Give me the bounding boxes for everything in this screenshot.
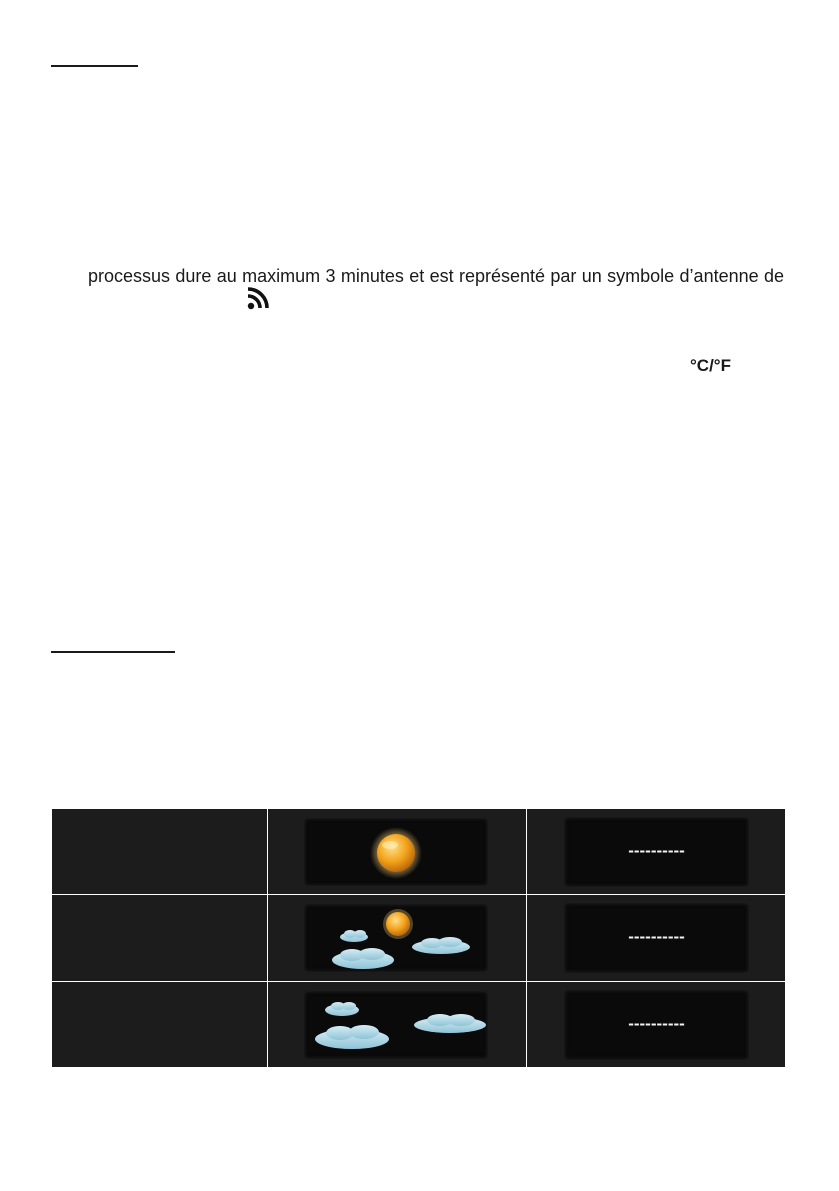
display-dashes: ---------- — [628, 1013, 685, 1033]
display-dashes: ---------- — [628, 927, 685, 947]
display-cell — [527, 895, 786, 981]
wifi-signal-icon — [245, 285, 275, 311]
icon-cell — [268, 895, 527, 981]
weather-forecast-table — [51, 808, 786, 1068]
lcd-display — [564, 990, 749, 1060]
display-cell — [527, 809, 786, 895]
paragraph-line: processus dure au maximum 3 minutes et est représenté par un symbole d’antenne de — [88, 266, 784, 286]
description-cell — [52, 981, 268, 1067]
display-dashes: ---------- — [628, 841, 685, 860]
description-cell — [52, 895, 268, 981]
cloud-icon — [304, 991, 488, 1059]
table-row — [52, 809, 786, 895]
description-cell — [52, 809, 268, 895]
temperature-unit-label: °C/°F — [690, 356, 731, 375]
display-cell — [527, 981, 786, 1067]
lcd-display — [564, 817, 749, 887]
table-row — [52, 981, 786, 1067]
section-heading-underline-2 — [51, 651, 175, 653]
icon-cell — [268, 809, 527, 895]
sun-cloud-icon — [304, 904, 488, 972]
section-heading-underline-1 — [51, 65, 138, 67]
icon-cell — [268, 981, 527, 1067]
sun-icon — [304, 818, 488, 886]
table-row — [52, 895, 786, 981]
lcd-display — [564, 903, 749, 973]
